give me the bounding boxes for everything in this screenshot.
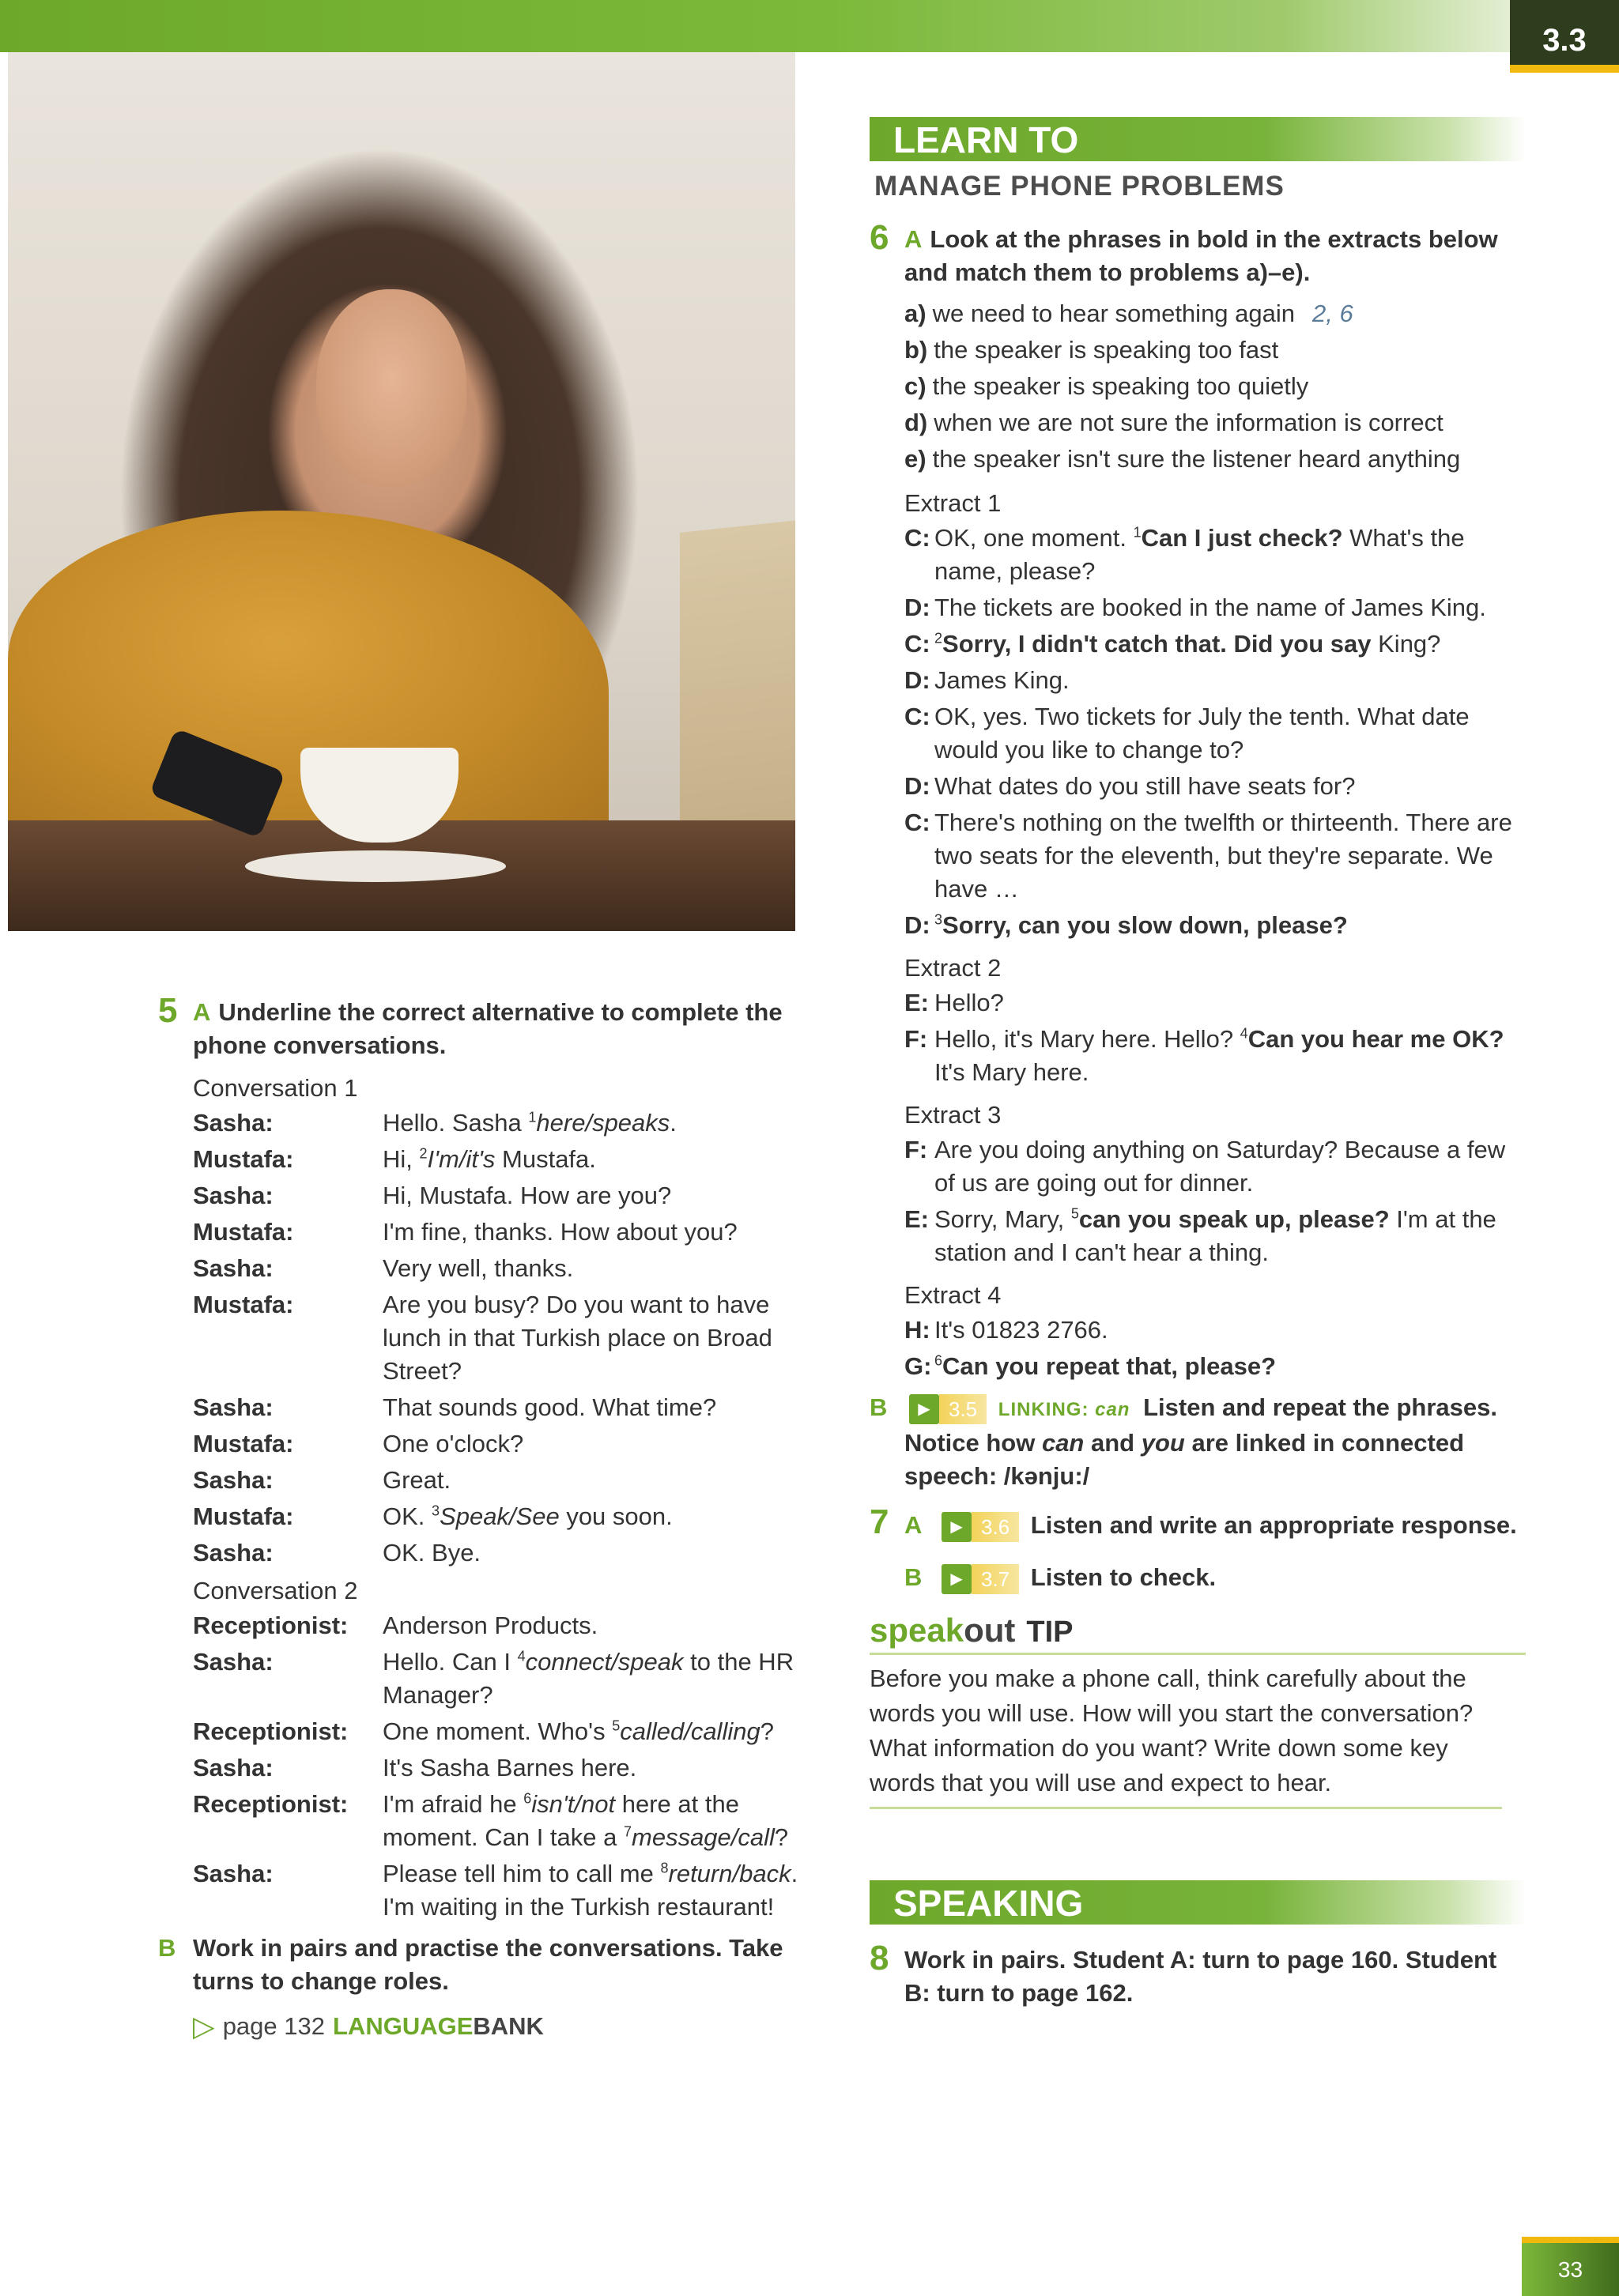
alternatives: return/back	[668, 1860, 791, 1887]
speaker-letter: E:	[904, 989, 929, 1016]
line-text: Hello. Sasha	[383, 1109, 529, 1137]
speaker-name: Sasha:	[193, 1182, 274, 1209]
speaker-name: Sasha:	[193, 1466, 274, 1494]
line-text: OK, one moment.	[934, 524, 1134, 552]
dialogue-text	[383, 1536, 806, 1570]
dialogue-text	[383, 1427, 806, 1461]
dialogue-text	[383, 1646, 806, 1712]
alternatives: connect/speak	[525, 1648, 684, 1676]
problem-item	[904, 332, 1518, 368]
speaker-name: Mustafa:	[193, 1291, 294, 1318]
speaker-name: Sasha:	[193, 1648, 274, 1676]
extract-text	[934, 628, 1518, 661]
speaker-letter: D:	[904, 911, 930, 939]
speaker-letter: C:	[904, 703, 930, 730]
line-text: It's 01823 2766.	[934, 1316, 1108, 1344]
track-number: 3.7	[972, 1564, 1019, 1594]
dialogue-line	[193, 1751, 806, 1785]
line-text: King?	[1371, 630, 1441, 658]
problem-text: we need to hear something again	[932, 300, 1296, 327]
line-text: Hi,	[383, 1145, 420, 1173]
speaker-letter: D:	[904, 666, 930, 694]
extract-text	[934, 986, 1518, 1020]
extract-line	[904, 628, 1518, 661]
linking-label-text: LINKING:	[998, 1399, 1089, 1420]
language-bank-label-a: LANGUAGE	[333, 2012, 474, 2040]
line-text: Sorry, Mary,	[934, 1205, 1071, 1233]
tip-body: Before you make a phone call, think carefully about the words you will use. How will you start the conversation? What information do you want? Write down some key words that you will use and expect to hear.	[870, 1661, 1502, 1809]
alternatives: I'm/it's	[427, 1145, 496, 1173]
extract-line	[904, 1023, 1518, 1089]
page-number-text: 33	[1557, 2256, 1583, 2282]
speakout-logo-b: out	[964, 1612, 1016, 1649]
line-text: What's the name, please?	[934, 524, 1465, 585]
problems-list	[870, 296, 1518, 477]
speaker-name: Mustafa:	[193, 1218, 294, 1246]
extract-4	[870, 1277, 1518, 1383]
speaker-name: Sasha:	[193, 1109, 274, 1137]
exercise-letter: A	[904, 225, 923, 253]
tip-label: TIP	[1026, 1615, 1074, 1649]
exercise-5b-instructions	[158, 1932, 806, 1998]
speaker-name: Sasha:	[193, 1254, 274, 1282]
play-icon: ▶	[909, 1394, 939, 1424]
line-text: .	[670, 1109, 677, 1137]
line-text: There's nothing on the twelfth or thirteenth. There are two seats for the eleventh, but they're separate. We have …	[934, 809, 1512, 903]
conversation-1	[158, 1107, 806, 1570]
extract-text	[934, 591, 1518, 624]
dialogue-text	[383, 1216, 806, 1249]
line-text: Hello, it's Mary here. Hello?	[934, 1025, 1240, 1053]
gap-number: 5	[612, 1717, 621, 1734]
dialogue-line	[193, 1288, 806, 1388]
line-text: OK.	[383, 1502, 432, 1530]
alternatives: called/calling	[620, 1717, 760, 1745]
speaker-letter: H:	[904, 1316, 930, 1344]
dialogue-text	[383, 1500, 806, 1533]
speaker-letter: F:	[904, 1025, 928, 1053]
extract-text	[934, 700, 1518, 767]
audio-track-button[interactable]	[909, 1394, 987, 1424]
dialogue-line	[193, 1391, 806, 1424]
bold-phrase: Can you repeat that, please?	[942, 1352, 1277, 1380]
extract-line	[904, 770, 1518, 803]
exercise-letter: B	[870, 1393, 888, 1421]
dialogue-line	[193, 1646, 806, 1712]
exercise-number: 8	[870, 1939, 889, 1977]
instruction-text: Underline the correct alternative to complete the phone conversations.	[193, 998, 783, 1059]
audio-track-button[interactable]	[942, 1564, 1019, 1594]
bold-phrase: can you speak up, please?	[1078, 1205, 1390, 1233]
phrase-number: 3	[934, 911, 943, 928]
extract-line	[904, 591, 1518, 624]
dialogue-line	[193, 1143, 806, 1176]
exercise-5a-instructions	[158, 991, 806, 1062]
reference-page: page 132	[222, 2012, 325, 2040]
extract-3	[870, 1097, 1518, 1269]
dialogue-text	[383, 1788, 806, 1854]
alternatives: message/call	[632, 1823, 775, 1851]
line-text: you soon.	[559, 1502, 673, 1530]
bold-phrase: Can you hear me OK?	[1247, 1025, 1504, 1053]
line-text: Anderson Products.	[383, 1612, 598, 1639]
dialogue-text	[383, 1464, 806, 1497]
problem-label: c)	[904, 372, 926, 400]
phrase-number: 1	[1133, 524, 1142, 541]
line-text: Hello?	[934, 989, 1004, 1016]
bold-phrase: Sorry, can you slow down, please?	[942, 911, 1348, 939]
exercise-number: 6	[870, 218, 889, 257]
problem-text: the speaker is speaking too quietly	[932, 372, 1309, 400]
exercise-6a-instructions	[870, 218, 1518, 289]
line-text: I'm fine, thanks. How about you?	[383, 1218, 738, 1246]
line-text: to the HR Manager?	[383, 1648, 794, 1709]
speaker-letter: G:	[904, 1352, 932, 1380]
alternatives: isn't/not	[531, 1790, 616, 1818]
gap-number: 7	[623, 1823, 632, 1840]
extract-title: Extract 2	[904, 954, 1002, 982]
line-text: . I'm waiting in the Turkish restaurant!	[383, 1860, 798, 1921]
dialogue-text	[383, 1857, 806, 1924]
exercise-6b	[870, 1391, 1518, 1493]
dialogue-text	[383, 1143, 806, 1176]
extract-title: Extract 4	[904, 1281, 1002, 1309]
exercise-number: 7	[870, 1502, 889, 1541]
gap-number: 6	[523, 1790, 532, 1807]
line-text: It's Mary here.	[934, 1058, 1089, 1086]
language-bank-label-b: BANK	[473, 2012, 544, 2040]
linking-label	[998, 1399, 1130, 1420]
instruction-text: Listen to check.	[1030, 1563, 1217, 1591]
speaker-letter: C:	[904, 524, 930, 552]
exercise-letter: A	[193, 998, 211, 1026]
conversation-2	[158, 1609, 806, 1924]
line-text: One moment. Who's	[383, 1717, 613, 1745]
speaker-letter: F:	[904, 1136, 928, 1163]
dialogue-text	[383, 1252, 806, 1285]
speaker-name: Sasha:	[193, 1754, 274, 1781]
linking-label-italic: can	[1095, 1399, 1130, 1420]
gap-number: 8	[660, 1860, 669, 1876]
language-bank-reference[interactable]	[158, 2009, 806, 2044]
problem-item	[904, 441, 1518, 477]
bold-phrase: Sorry, I didn't catch that. Did you say	[942, 630, 1372, 658]
extract-text	[934, 909, 1518, 942]
extract-2	[870, 950, 1518, 1089]
speaker-letter: C:	[904, 630, 930, 658]
exercise-5	[158, 991, 806, 2044]
problem-item	[904, 405, 1518, 441]
line-text: ?	[774, 1823, 789, 1851]
cafe-menu-card	[680, 520, 795, 865]
dialogue-line	[193, 1252, 806, 1285]
speakout-tip-heading	[870, 1612, 1526, 1655]
play-triangle-icon: ▷	[193, 2010, 215, 2042]
line-text: Very well, thanks.	[383, 1254, 574, 1282]
extract-line	[904, 806, 1518, 906]
instruction-text: Work in pairs. Student A: turn to page 160. Student B: turn to page 162.	[904, 1946, 1497, 2007]
dialogue-text	[383, 1179, 806, 1212]
page-number	[1522, 2243, 1619, 2296]
speaker-letter: E:	[904, 1205, 929, 1233]
problem-label: a)	[904, 300, 926, 327]
extract-line	[904, 522, 1518, 588]
instruction-text: Listen and write an appropriate response.	[1030, 1511, 1517, 1539]
exercise-letter: B	[158, 1934, 176, 1962]
exercise-letter: A	[904, 1511, 923, 1539]
problem-text: the speaker isn't sure the listener heard anything	[932, 445, 1461, 473]
instruction-text: Listen and repeat the phrases. Notice how	[904, 1393, 1498, 1457]
dialogue-text	[383, 1391, 806, 1424]
line-text: I'm afraid he	[383, 1790, 524, 1818]
audio-track-button[interactable]	[942, 1512, 1019, 1542]
line-text: The tickets are booked in the name of James King.	[934, 594, 1486, 621]
gap-number: 2	[419, 1145, 428, 1162]
word-you: you	[1141, 1429, 1185, 1457]
line-text: ?	[760, 1717, 774, 1745]
problem-label: b)	[904, 336, 928, 364]
problem-item	[904, 296, 1518, 332]
dialogue-line	[193, 1216, 806, 1249]
section-number: 3.3	[1542, 23, 1587, 58]
top-green-bar	[0, 0, 1510, 52]
instruction-text: Look at the phrases in bold in the extracts below and match them to problems a)–e).	[904, 225, 1498, 286]
problem-label: e)	[904, 445, 926, 473]
learn-to-subtitle: MANAGE PHONE PROBLEMS	[874, 171, 1285, 202]
speaker-name: Mustafa:	[193, 1430, 294, 1457]
dialogue-line	[193, 1715, 806, 1748]
phrase-number: 6	[934, 1352, 943, 1369]
speaking-banner: SPEAKING	[870, 1880, 1526, 1925]
speaker-letter: D:	[904, 772, 930, 800]
exercise-number: 5	[158, 991, 178, 1030]
line-text: Hi, Mustafa. How are you?	[383, 1182, 672, 1209]
line-text: That sounds good. What time?	[383, 1393, 717, 1421]
line-text: here at the moment. Can I take a	[383, 1790, 739, 1851]
problem-text: the speaker is speaking too fast	[934, 336, 1279, 364]
line-text: One o'clock?	[383, 1430, 524, 1457]
extract-text	[934, 806, 1518, 906]
extract-line	[904, 1350, 1518, 1383]
speaker-name: Receptionist:	[193, 1717, 349, 1745]
line-text: Mustafa.	[495, 1145, 596, 1173]
handwritten-answer: 2, 6	[1312, 300, 1353, 327]
exercise-8	[870, 1939, 1518, 2010]
dialogue-text	[383, 1107, 806, 1140]
woman-with-phone-photo	[8, 52, 795, 931]
learn-to-banner: LEARN TO	[870, 117, 1526, 161]
conversation-1-title: Conversation 1	[193, 1074, 358, 1102]
line-text: OK, yes. Two tickets for July the tenth. What date would you like to change to?	[934, 703, 1470, 763]
extract-line	[904, 700, 1518, 767]
face	[316, 289, 466, 487]
dialogue-line	[193, 1500, 806, 1533]
extract-text	[934, 770, 1518, 803]
line-text: Please tell him to call me	[383, 1860, 661, 1887]
speaker-name: Sasha:	[193, 1860, 274, 1887]
speaker-name: Receptionist:	[193, 1612, 349, 1639]
phrase-number: 4	[1240, 1025, 1248, 1042]
speaker-name: Mustafa:	[193, 1502, 294, 1530]
conversation-2-title: Conversation 2	[193, 1577, 358, 1604]
dialogue-line	[193, 1107, 806, 1140]
exercise-7a	[870, 1502, 1518, 1542]
instruction-text: Work in pairs and practise the conversations. Take turns to change roles.	[193, 1934, 783, 1995]
line-text: Are you busy? Do you want to have lunch in that Turkish place on Broad Street?	[383, 1291, 772, 1385]
speaker-name: Mustafa:	[193, 1145, 294, 1173]
line-text: James King.	[934, 666, 1070, 694]
extract-text	[934, 664, 1518, 697]
dialogue-line	[193, 1427, 806, 1461]
extract-line	[904, 1314, 1518, 1347]
problem-item	[904, 368, 1518, 405]
dialogue-line	[193, 1788, 806, 1854]
problem-label: d)	[904, 409, 928, 436]
line-text: It's Sasha Barnes here.	[383, 1754, 637, 1781]
dialogue-line	[193, 1464, 806, 1497]
bold-phrase: Can I just check?	[1141, 524, 1343, 552]
extract-text	[934, 1203, 1518, 1269]
extract-title: Extract 3	[904, 1101, 1002, 1129]
line-text: Are you doing anything on Saturday? Because a few of us are going out for dinner.	[934, 1136, 1506, 1197]
extract-line	[904, 909, 1518, 942]
speaker-letter: C:	[904, 809, 930, 836]
extract-text	[934, 1133, 1518, 1200]
extract-text	[934, 1314, 1518, 1347]
alternatives: Speak/See	[440, 1502, 560, 1530]
gap-number: 3	[432, 1502, 440, 1519]
track-number: 3.6	[972, 1512, 1019, 1542]
extract-1	[870, 485, 1518, 942]
problem-text: when we are not sure the information is correct	[934, 409, 1444, 436]
dialogue-text	[383, 1751, 806, 1785]
instruction-text: and	[1084, 1429, 1142, 1457]
extract-line	[904, 664, 1518, 697]
exercise-7b	[870, 1561, 1518, 1594]
extract-line	[904, 986, 1518, 1020]
saucer	[245, 850, 506, 882]
dialogue-text	[383, 1715, 806, 1748]
extract-text	[934, 1023, 1518, 1089]
extract-title: Extract 1	[904, 489, 1002, 517]
dialogue-line	[193, 1609, 806, 1642]
line-text: I'm at the station and I can't hear a thing.	[934, 1205, 1496, 1266]
speaker-name: Sasha:	[193, 1393, 274, 1421]
line-text: What dates do you still have seats for?	[934, 772, 1356, 800]
right-column	[870, 117, 1518, 2010]
speakout-logo-a: speak	[870, 1612, 964, 1649]
gap-number: 1	[528, 1109, 537, 1125]
track-number: 3.5	[939, 1394, 987, 1424]
alternatives: here/speaks	[536, 1109, 670, 1137]
speaker-name: Sasha:	[193, 1539, 274, 1566]
speaker-letter: D:	[904, 594, 930, 621]
play-icon: ▶	[942, 1564, 972, 1594]
dialogue-line	[193, 1857, 806, 1924]
line-text: Great.	[383, 1466, 451, 1494]
dialogue-text	[383, 1288, 806, 1388]
instruction-text: are linked in connected speech: /kənju:/	[904, 1429, 1464, 1490]
extract-line	[904, 1203, 1518, 1269]
extract-line	[904, 1133, 1518, 1200]
line-text: Hello. Can I	[383, 1648, 518, 1676]
phrase-number: 5	[1070, 1205, 1079, 1222]
section-number-tab	[1510, 0, 1619, 73]
play-icon: ▶	[942, 1512, 972, 1542]
word-can: can	[1041, 1429, 1085, 1457]
dialogue-line	[193, 1536, 806, 1570]
speaker-name: Receptionist:	[193, 1790, 349, 1818]
exercise-letter: B	[904, 1563, 923, 1591]
gap-number: 4	[517, 1648, 526, 1665]
extract-text	[934, 1350, 1518, 1383]
dialogue-line	[193, 1179, 806, 1212]
phrase-number: 2	[934, 630, 943, 647]
dialogue-text	[383, 1609, 806, 1642]
extract-text	[934, 522, 1518, 588]
line-text: OK. Bye.	[383, 1539, 481, 1566]
